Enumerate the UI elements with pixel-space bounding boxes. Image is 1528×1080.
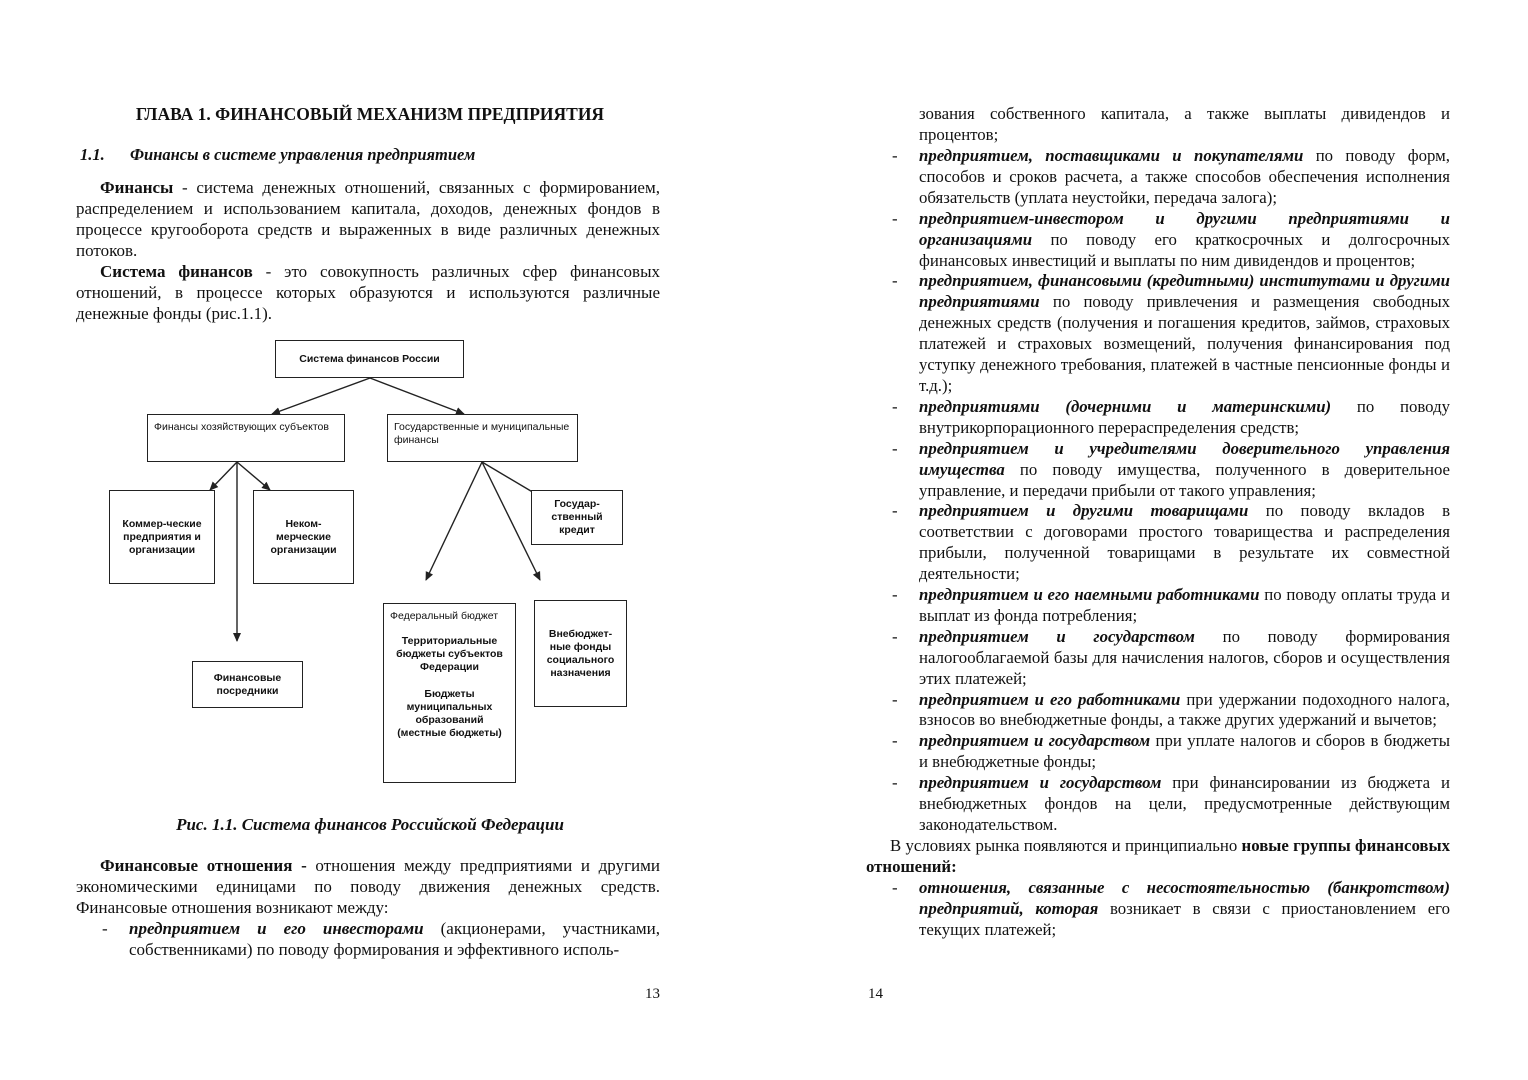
list-item-text: по поводу его краткосрочных и долгосрочных финансовых инвестиций и выплаты по ним дивидендов и процентов; xyxy=(919,229,1450,270)
box-business-finance: Финансы хозяйствующих субъектов xyxy=(147,414,345,462)
list-item-lead: предприятием и его наемными работниками xyxy=(919,585,1260,605)
financial-relations-text: отношения между предприятиями и другими экономическими единицами по поводу движения денежных средств. Финансовые отношения возникают между: xyxy=(76,856,661,917)
list-item-text: по поводу внутрикорпорационного перераспределения средств; xyxy=(919,396,1451,437)
list-item-lead: предприятием, финансовыми (кредитными) институтами и другими предприятиями xyxy=(919,271,1450,312)
list-item: - предприятием и государством при финансировании из бюджета и внебюджетных фондов на цели, предусмотренные действующим законодательством. xyxy=(892,773,1450,834)
list-item-text: по поводу имущества, полученного в доверительное управление, и передачи прибыли от такого управления; xyxy=(919,459,1450,500)
list-item: - предприятием и учредителями доверительного управления имущества по поводу имущества, полученного в доверительное управление, и передачи прибыли от такого управления; xyxy=(892,438,1450,500)
list-item: - предприятием и государством при уплате налогов и сборов в бюджеты и внебюджетные фонды; xyxy=(892,731,1450,772)
list-item-lead: предприятием-инвестором и другими предприятиями и организациями xyxy=(919,208,1450,249)
list-item-lead: предприятием и учредителями доверительного управления имущества xyxy=(919,438,1450,479)
list-item-text: при удержании подоходного налога, взносов во внебюджетные фонды, а также других удержаний и вычетов; xyxy=(919,689,1450,730)
box-intermediaries: Финансовые посредники xyxy=(192,661,303,708)
list-item: - предприятием и его инвесторами (акционерами, участниками, собственниками) по поводу формирования и эффективного исполь- xyxy=(102,919,661,959)
section-title: Финансы в системе управления предприятием xyxy=(130,145,476,164)
page-number-right: 14 xyxy=(868,986,883,1002)
list-item-lead: предприятием и его инвесторами xyxy=(129,919,424,938)
chapter-title: ГЛАВА 1. ФИНАНСОВЫЙ МЕХАНИЗМ ПРЕДПРИЯТИЯ xyxy=(135,104,605,124)
list-item: - предприятием-инвестором и другими предприятиями и организациями по поводу его краткосрочных и долгосрочных финансовых инвестиций и выплаты по ним дивидендов и процентов; xyxy=(892,208,1450,270)
box-budgets xyxy=(383,603,516,783)
list-item-lead: предприятием и государством xyxy=(919,773,1162,793)
list-item-text: при уплате налогов и сборов в бюджеты и внебюджетные фонды; xyxy=(919,731,1450,772)
paragraph-finance-definition xyxy=(76,177,660,261)
list-item: - предприятиями (дочерними и материнскими) по поводу внутрикорпорационного перераспределения средств; xyxy=(892,396,1451,437)
list-item-text: по поводу формирования налогооблагаемой базы для начисления налогов, сборов и осуществления этих платежей; xyxy=(919,626,1450,688)
left-bullet-list xyxy=(102,918,661,960)
continuation-text: зования собственного капитала, а также выплаты дивидендов и процентов; xyxy=(919,104,1450,144)
paragraph-financial-relations xyxy=(76,855,660,918)
page-number-left: 13 xyxy=(645,986,660,1002)
market-bold-text: новые группы финансовых отношений: xyxy=(866,836,1450,876)
market-text: В условиях рынка появляются и принципиально xyxy=(890,836,1242,855)
list-item: - предприятием и другими товарищами по поводу вкладов в соответствии с договорами простого товарищества и распределения прибыли, полученной товарищами в результате их совместной деятельности; xyxy=(892,501,1450,584)
figure-caption: Рис. 1.1. Система финансов Российской Федерации xyxy=(176,815,564,834)
list-item: - отношения, связанные с несостоятельностью (банкротством) предприятий, которая возникает в связи с приостановлением его текущих платежей; xyxy=(892,878,1451,939)
list-item-lead: предприятием и государством xyxy=(919,731,1151,751)
list-item-lead: предприятием и государством xyxy=(919,626,1195,646)
list-item-text: (акционерами, участниками, собственниками) по поводу формирования и эффективного исполь- xyxy=(129,919,661,959)
paragraph-finance-system xyxy=(76,261,660,324)
box-noncommercial: Неком-мерческие организации xyxy=(253,490,354,584)
finance-definition-text: - система денежных отношений, связанных с формированием, распределением и использованием капитала, доходов, денежных фондов в процессе кругооборота средств и выраженных в виде различных денежных потоков. xyxy=(76,178,660,260)
term-finance: Финансы xyxy=(100,178,174,197)
finance-system-text: - это совокупность различных сфер финансовых отношений, в процессе которых образуются и используются различные денежные фонды (рис.1.1). xyxy=(76,262,660,323)
list-item: - предприятием и его работниками при удержании подоходного налога, взносов во внебюджетные фонды, а также других удержаний и вычетов; xyxy=(892,689,1450,730)
box-offbudget-funds: Внебюджет-ные фонды социального назначения xyxy=(534,600,627,707)
list-item-lead: предприятиями (дочерними и материнскими) xyxy=(919,396,1332,416)
list-item-text: возникает в связи с приостановлением его текущих платежей; xyxy=(919,898,1451,939)
section-heading xyxy=(80,145,660,165)
list-item: - предприятием и государством по поводу формирования налогооблагаемой базы для начисления налогов, сборов и осуществления этих платежей; xyxy=(892,626,1450,688)
list-item-lead: предприятием и другими товарищами xyxy=(919,501,1249,521)
list-item-text: при финансировании из бюджета и внебюджетных фондов на цели, предусмотренные действующим законодательством. xyxy=(919,773,1450,834)
box-root-system: Система финансов России xyxy=(275,340,464,378)
list-item-lead: отношения, связанные с несостоятельностью (банкротством) предприятий, которая xyxy=(919,878,1450,918)
box-commercial: Коммер-ческие предприятия и организации xyxy=(109,490,215,584)
list-item-text: по поводу вкладов в соответствии с договорами простого товарищества и распределения прибыли, полученной товарищами в результате их совместной деятельности; xyxy=(919,501,1450,584)
territorial-budgets-label: Территориальные бюджеты субъектов Федерации xyxy=(396,635,503,673)
section-number: 1.1. xyxy=(80,145,105,164)
federal-budget-label: Федеральный бюджет xyxy=(390,610,499,622)
list-item-text: по поводу привлечения и размещения свободных денежных средств (получения и погашения кредитов, займов, страховых платежей и страховых возмещений, получения финансирования под уступку денежного требования, платежей в частные пенсионные фонды и т.д.); xyxy=(919,292,1450,395)
list-item: - предприятием и его наемными работниками по поводу оплаты труда и выплат из фонда потребления; xyxy=(892,585,1450,625)
list-item-text: по поводу оплаты труда и выплат из фонда потребления; xyxy=(919,585,1450,625)
right-bullet-list-2 xyxy=(892,878,1451,941)
box-state-credit: Государ-ственный кредит xyxy=(531,490,623,545)
list-item: - предприятием, финансовыми (кредитными) институтами и другими предприятиями по поводу привлечения и размещения свободных денежных средств (получения и погашения кредитов, займов, страховых платежей и страховых возмещений, получения финансирования под уступку денежного требования, платежей в частные пенсионные фонды и т.д.); xyxy=(892,271,1450,395)
term-financial-relations: Финансовые отношения - xyxy=(100,856,307,875)
paragraph-market xyxy=(866,836,1450,878)
list-item-lead: предприятием, поставщиками и покупателями xyxy=(919,146,1304,165)
right-bullet-list xyxy=(892,146,1451,836)
term-finance-system: Система финансов xyxy=(100,262,253,281)
list-item-lead: предприятием и его работниками xyxy=(919,689,1181,709)
box-state-finance: Государственные и муниципальные финансы xyxy=(387,414,578,462)
municipal-budgets-label: Бюджеты муниципальных образований (местные бюджеты) xyxy=(397,688,502,739)
list-item-text: по поводу форм, способов и сроков расчета, а также способов обеспечения исполнения обязательств (уплата неустойки, передача залога); xyxy=(919,146,1450,207)
list-item: - предприятием, поставщиками и покупателями по поводу форм, способов и сроков расчета, а также способов обеспечения исполнения обязательств (уплата неустойки, передача залога); xyxy=(892,146,1450,207)
